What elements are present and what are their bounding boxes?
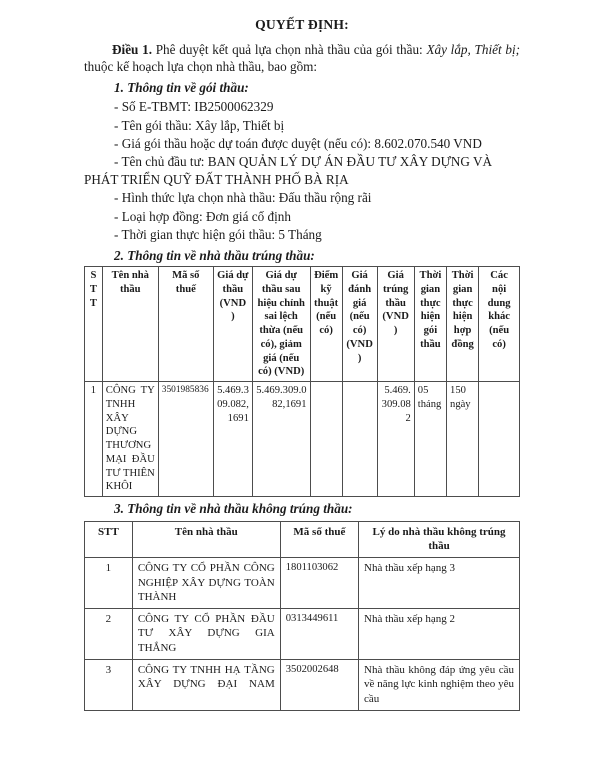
column-header-tax-code: Mã số thuế (280, 521, 358, 557)
cell-bidder-name: CÔNG TY TNHH HẠ TẦNG XÂY DỰNG ĐẠI NAM (132, 659, 280, 710)
cell-reason: Nhà thầu không đáp ứng yêu cầu về năng lực kinh nghiệm theo yêu cầu (359, 659, 520, 710)
section-2-heading: 2. Thông tin về nhà thầu trúng thầu: (114, 247, 315, 263)
list-item: - Hình thức lựa chọn nhà thầu: Đấu thầu rộng rãi (114, 190, 372, 206)
column-header-technical-score: Điểm kỹ thuật (nếu có) (310, 267, 342, 382)
column-header-stt: STT (85, 521, 133, 557)
cell-tax-code: 3502002648 (280, 659, 358, 710)
column-header-stt: S T T (85, 267, 103, 382)
cell-other (479, 382, 520, 497)
winning-bidder-table (84, 266, 520, 497)
cell-reason: Nhà thầu xếp hạng 3 (359, 557, 520, 608)
column-header-bid-price: Giá dự thầu (VND ) (213, 267, 252, 382)
list-item: - Số E-TBMT: IB2500062329 (114, 99, 274, 115)
table-row (85, 608, 520, 659)
list-item: - Tên gói thầu: Xây lắp, Thiết bị (114, 117, 285, 133)
cell-tax-code: 1801103062 (280, 557, 358, 608)
cell-package-duration: 05 tháng (414, 382, 446, 497)
table-header-row (85, 267, 520, 382)
cell-bid-price: 5.469.309.082,1691 (213, 382, 252, 497)
section-1-heading: 1. Thông tin về gói thầu: (114, 79, 249, 95)
article-lead: Điều 1. (112, 41, 152, 57)
table-header-row (85, 521, 520, 557)
cell-bidder-name: CÔNG TY TNHH XÂY DỰNG THƯƠNG MẠI ĐẦU TƯ THIÊN KHÔI (102, 382, 158, 497)
cell-stt: 3 (85, 659, 133, 710)
losing-bidder-table (84, 521, 520, 711)
page-title: QUYẾT ĐỊNH: (255, 17, 349, 32)
cell-evaluated-price (342, 382, 377, 497)
cell-bid-price-adjusted: 5.469.309.082,1691 (252, 382, 310, 497)
column-header-bidder-name: Tên nhà thầu (132, 521, 280, 557)
list-item: - Loại hợp đồng: Đơn giá cố định (114, 208, 291, 224)
cell-reason: Nhà thầu xếp hạng 2 (359, 608, 520, 659)
cell-bidder-name: CÔNG TY CỔ PHẦN ĐẦU TƯ XÂY DỰNG GIA THẮNG (132, 608, 280, 659)
cell-tax-code: 3501985836 (158, 382, 213, 497)
list-item: - Tên chủ đầu tư: BAN QUẢN LÝ DỰ ÁN ĐẦU TƯ XÂY DỰNG VÀ PHÁT TRIỂN QUỸ ĐẤT THÀNH PHỐ BÀ RỊA (84, 154, 492, 187)
article-paragraph (84, 41, 520, 76)
column-header-tax-code: Mã số thuế (158, 267, 213, 382)
cell-stt: 1 (85, 557, 133, 608)
column-header-other: Các nội dung khác (nếu có) (479, 267, 520, 382)
column-header-contract-duration: Thời gian thực hiện hợp đồng (447, 267, 479, 382)
article-package-italic: Xây lắp, Thiết bị; (426, 41, 521, 57)
section-3-heading: 3. Thông tin về nhà thầu không trúng thầu: (114, 501, 353, 517)
cell-tax-code: 0313449611 (280, 608, 358, 659)
cell-technical-score (310, 382, 342, 497)
cell-winning-price: 5.469.309.082 (377, 382, 414, 497)
column-header-reason: Lý do nhà thầu không trúng thầu (359, 521, 520, 557)
cell-stt: 1 (85, 382, 103, 497)
column-header-bidder-name: Tên nhà thầu (102, 267, 158, 382)
column-header-winning-price: Giá trúng thầu (VND ) (377, 267, 414, 382)
table-row (85, 557, 520, 608)
table-row (85, 382, 520, 497)
cell-contract-duration: 150 ngày (447, 382, 479, 497)
article-text-after: thuộc kế hoạch lựa chọn nhà thầu, bao gồm: (84, 59, 318, 75)
column-header-package-duration: Thời gian thực hiện gói thầu (414, 267, 446, 382)
column-header-evaluated-price: Giá đánh giá (nếu có) (VND ) (342, 267, 377, 382)
cell-stt: 2 (85, 608, 133, 659)
table-row (85, 659, 520, 710)
list-item: - Thời gian thực hiện gói thầu: 5 Tháng (114, 227, 322, 243)
section-1-items (84, 98, 520, 243)
column-header-bid-price-adjusted: Giá dự thầu sau hiệu chỉnh sai lệch thừa (nếu có), giảm giá (nếu có) (VND) (252, 267, 310, 382)
cell-bidder-name: CÔNG TY CỔ PHẦN CÔNG NGHIỆP XÂY DỰNG TOÀN THÀNH (132, 557, 280, 608)
article-text-before: Phê duyệt kết quả lựa chọn nhà thầu của gói thầu: (152, 41, 427, 57)
list-item: - Giá gói thầu hoặc dự toán được duyệt (nếu có): 8.602.070.540 VND (114, 136, 482, 152)
